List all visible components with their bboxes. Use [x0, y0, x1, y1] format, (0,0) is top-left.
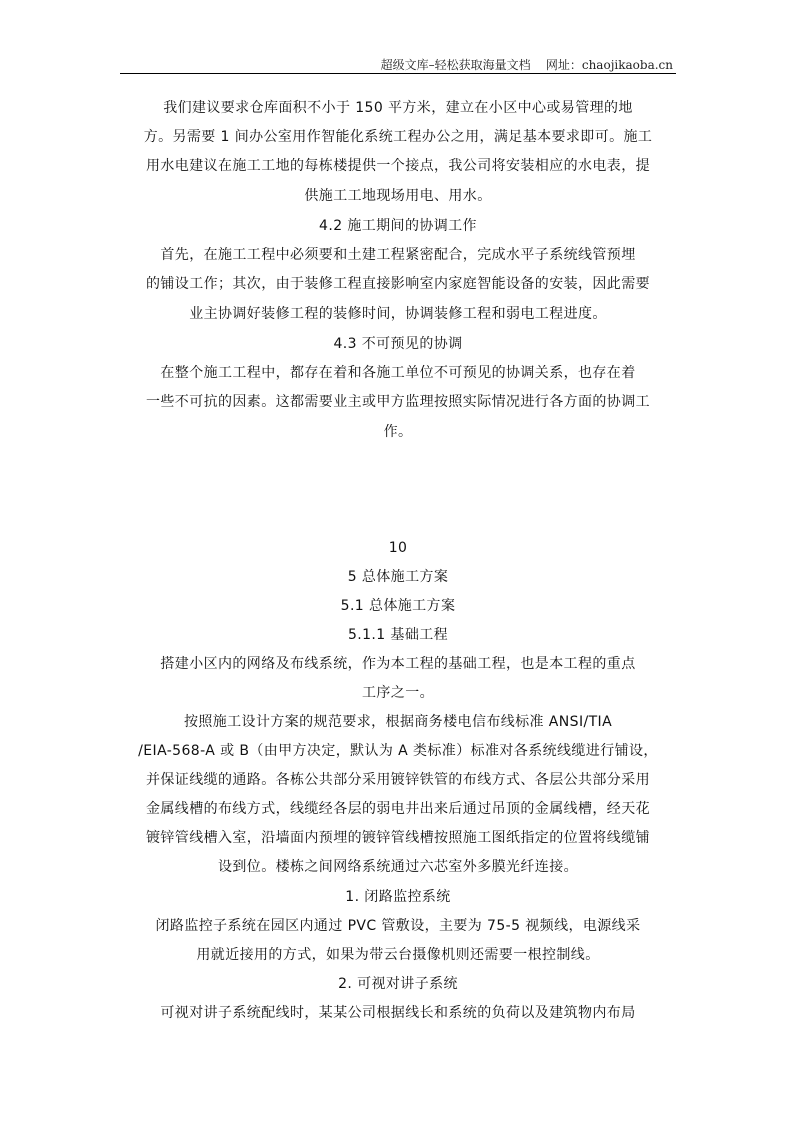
- paragraph-line: 首先，在施工工程中必须要和土建工程紧密配合，完成水平子系统线管预埋: [160, 247, 636, 263]
- paragraph-line: 设到位。楼栋之间网络系统通过六芯室外多膜光纤连接。: [218, 859, 578, 875]
- header-url: 网址：chaojikaoba.cn: [545, 58, 673, 72]
- paragraph-line: 闭路监控子系统在园区内通过 PVC 管敷设，主要为 75-5 视频线，电源线采: [155, 918, 641, 934]
- paragraph-line: 作。: [383, 424, 413, 440]
- header-rule: [120, 73, 676, 74]
- section-heading: 1. 闭路监控系统: [345, 889, 451, 905]
- paragraph-line: 并保证线缆的通路。各栋公共部分采用镀锌铁管的布线方式、各层公共部分采用: [146, 772, 650, 788]
- section-heading: 5 总体施工方案: [347, 569, 449, 585]
- page-header: [381, 56, 673, 73]
- paragraph-line: 的铺设工作；其次，由于装修工程直接影响室内家庭智能设备的安装，因此需要: [146, 276, 650, 292]
- header-site-name: 超级文库–轻松获取海量文档: [380, 58, 531, 72]
- paragraph-line: 搭建小区内的网络及布线系统，作为本工程的基础工程，也是本工程的重点: [160, 656, 636, 672]
- paragraph-line: 供施工工地现场用电、用水。: [304, 188, 492, 204]
- page-number: 10: [388, 540, 408, 556]
- section-heading: 5.1 总体施工方案: [340, 598, 456, 614]
- paragraph-line: 镀锌管线槽入室，沿墙面内预埋的镀锌管线槽按照施工图纸指定的位置将线缆铺: [146, 830, 650, 846]
- paragraph-line: 方。另需要 1 间办公室用作智能化系统工程办公之用，满足基本要求即可。施工: [143, 129, 653, 145]
- paragraph-line: 用水电建议在施工工地的每栋楼提供一个接点，我公司将安装相应的水电表，提: [146, 158, 650, 174]
- paragraph-line: 金属线槽的布线方式，线缆经各层的弱电井出来后通过吊顶的金属线槽，经天花: [146, 801, 650, 817]
- paragraph-line: /EIA-568-A 或 B（由甲方决定，默认为 A 类标准）标准对各系统线缆进行铺设，: [138, 743, 658, 759]
- section-heading: 4.2 施工期间的协调工作: [319, 218, 477, 234]
- paragraph-line: 按照施工设计方案的规范要求，根据商务楼电信布线标准 ANSI/TIA: [183, 714, 613, 730]
- section-heading: 2. 可视对讲子系统: [338, 976, 458, 992]
- paragraph-line: 我们建议要求仓库面积不小于 150 平方米，建立在小区中心或易管理的地: [163, 100, 633, 116]
- paragraph-line: 业主协调好装修工程的装修时间，协调装修工程和弱电工程进度。: [189, 306, 607, 322]
- section-heading: 5.1.1 基础工程: [347, 627, 449, 643]
- paragraph-line: 可视对讲子系统配线时，某某公司根据线长和系统的负荷以及建筑物内布局: [160, 1005, 636, 1021]
- section-heading: 4.3 不可预见的协调: [333, 336, 463, 352]
- paragraph-line: 用就近接用的方式，如果为带云台摄像机则还需要一根控制线。: [196, 947, 600, 963]
- paragraph-line: 工序之一。: [362, 685, 434, 701]
- paragraph-line: 在整个施工工程中，都存在着和各施工单位不可预见的协调关系，也存在着: [160, 365, 636, 381]
- paragraph-line: 一些不可抗的因素。这都需要业主或甲方监理按照实际情况进行各方面的协调工: [146, 394, 650, 410]
